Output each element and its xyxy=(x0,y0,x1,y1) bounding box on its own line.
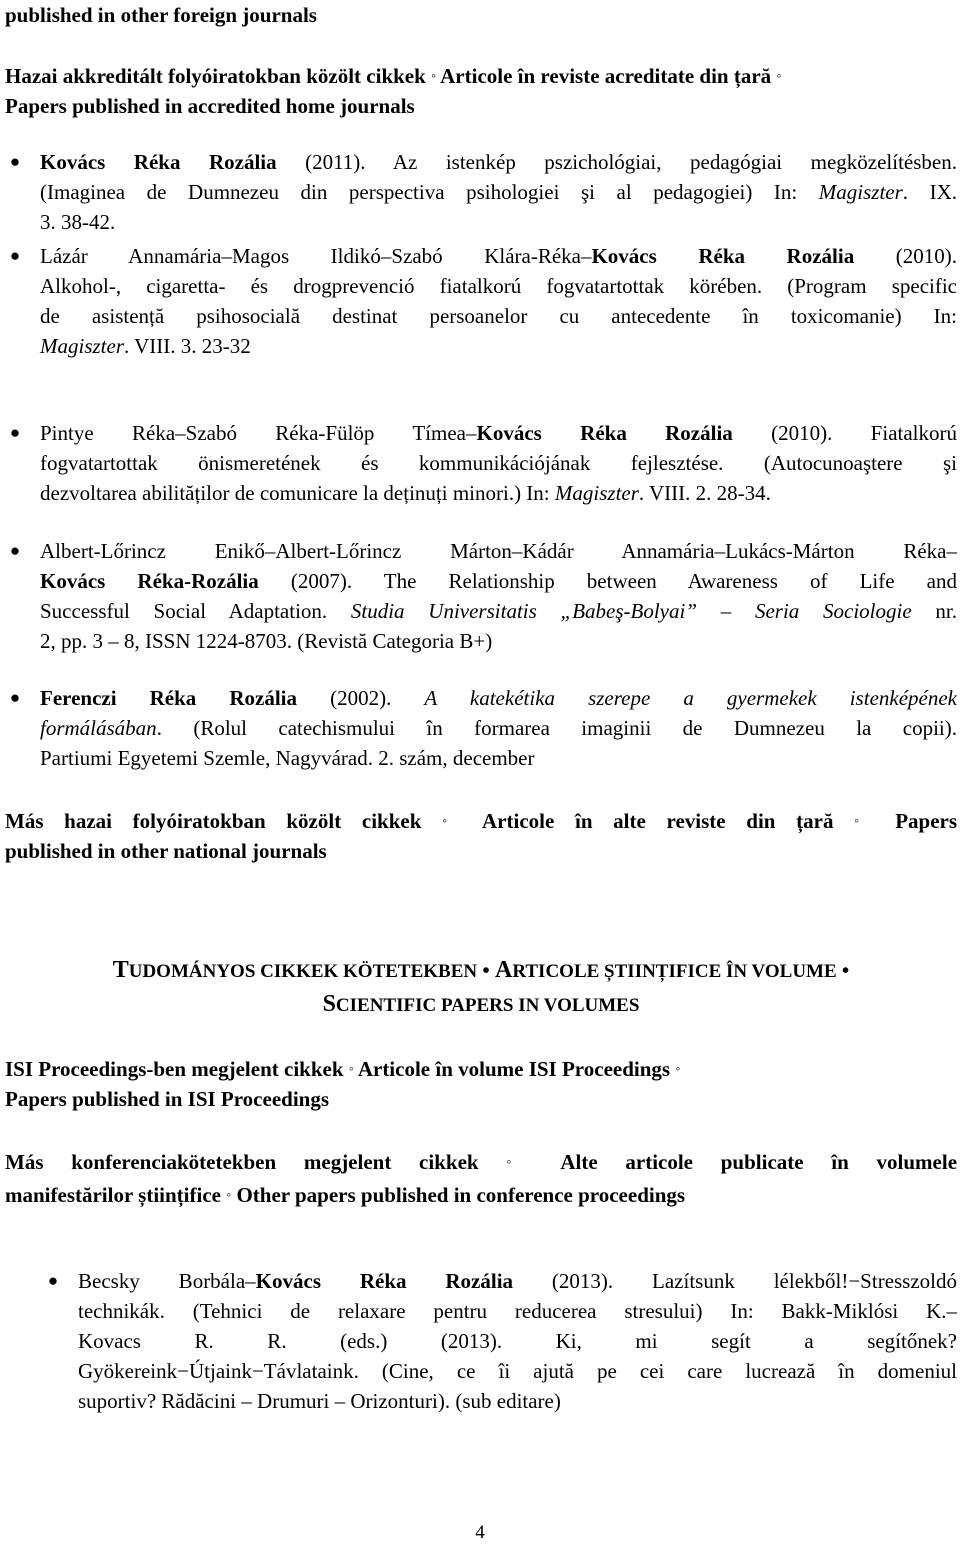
separator-icon: ◦ xyxy=(675,1062,681,1077)
section-heading-conference xyxy=(5,1147,957,1210)
bullet-icon: ● xyxy=(47,1271,59,1290)
heading-ro-cont: manifestărilor științifice xyxy=(5,1183,221,1207)
heading-hu: ISI Proceedings-ben megjelent cikkek xyxy=(5,1057,344,1081)
list-item: ● Becsky Borbála–Kovács Réka Rozália (2013). Lazítsunk lélekből!−Stresszoldó technikák. (Tehnici de relaxare pentru reducerea stresului) In: Bakk-Miklósi K.– Kovacs R. R. (eds.) (2013). Ki, mi segít a segítőnek? Gyökereink−Útjaink−Távlataink. (Cine, ce îi ajută pe cei care lucrează în domeniul suportiv? Rădăcini – Drumuri – Orizonturi). (sub editare) xyxy=(78,1266,957,1416)
heading-ro: Articole în reviste acreditate din țară xyxy=(440,64,772,88)
bullet-separator-icon: • xyxy=(841,958,850,982)
separator-icon: ◦ xyxy=(506,1155,534,1170)
section-heading-home-journals xyxy=(5,61,957,121)
bullet-icon: ● xyxy=(9,423,21,442)
bullet-separator-icon: • xyxy=(482,958,490,982)
heading-en: Other papers published in conference proceedings xyxy=(236,1183,686,1207)
heading-en-cont: published in other national journals xyxy=(5,839,327,863)
heading-hu: Más konferenciakötetekben megjelent cikkek xyxy=(5,1150,479,1174)
section-heading-isi xyxy=(5,1054,957,1114)
bullet-icon: ● xyxy=(9,246,21,265)
separator-icon: ◦ xyxy=(442,814,463,829)
heading-hu: Más hazai folyóiratokban közölt cikkek xyxy=(5,809,422,833)
list-item: ● Pintye Réka–Szabó Réka-Fülöp Tímea–Kovács Réka Rozália (2010). Fiatalkorú fogvatartottak önismeretének és kommunikációjának fejlesztése. (Autocunoaştere şi dezvoltarea abilităților de comunicare la deținuți minori.) In: Magiszter. VIII. 2. 28-34. xyxy=(40,418,957,508)
separator-icon: ◦ xyxy=(226,1188,232,1203)
separator-icon: ◦ xyxy=(431,69,437,84)
page-number: 4 xyxy=(475,1522,485,1543)
separator-icon: ◦ xyxy=(776,69,782,84)
heading-en: Papers published in ISI Proceedings xyxy=(5,1087,330,1111)
separator-icon: ◦ xyxy=(854,814,875,829)
heading-ro: Alte articole publicate în volumele xyxy=(560,1150,958,1174)
heading-ro: Articole în volume ISI Proceedings xyxy=(357,1057,671,1081)
volumes-title: TUDOMÁNYOS CIKKEK KÖTETEKBEN • ARTICOLE ȘTIINȚIFICE ÎN VOLUME • SCIENTIFIC PAPERS IN VOLUMES xyxy=(112,957,850,1017)
heading-hu: Hazai akkreditált folyóiratokban közölt cikkek xyxy=(5,64,426,88)
list-item: ● Ferenczi Réka Rozália (2002). A katekétika szerepe a gyermekek istenképének formálásában. (Rolul catechismului în formarea imaginii de Dumnezeu la copii). Partiumi Egyetemi Szemle, Nagyvárad. 2. szám, december xyxy=(40,683,957,773)
section-heading-tail: published in other foreign journals xyxy=(5,3,317,27)
heading-en: Papers published in accredited home journals xyxy=(5,94,415,118)
list-item: ● Lázár Annamária–Magos Ildikó–Szabó Klára-Réka–Kovács Réka Rozália (2010). Alkohol-, cigaretta- és drogprevenció fiatalkorú fogvatartottak körében. (Program specific de asistență psihosocială destinat persoanelor cu antecedente în toxicomanie) In: Magiszter. VIII. 3. 23-32 xyxy=(40,241,957,361)
heading-ro: Articole în alte reviste din țară xyxy=(482,809,834,833)
heading-en: Papers xyxy=(895,809,958,833)
list-item: ● Albert-Lőrincz Enikő–Albert-Lőrincz Márton–Kádár Annamária–Lukács-Márton Réka– Kovács Réka-Rozália (2007). The Relationship between Awareness of Life and Successful Social Adaptation. Studia Universitatis „Babeş-Bolyai” – Seria Sociologie nr. 2, pp. 3 – 8, ISSN 1224-8703. (Revistă Categoria B+) xyxy=(40,536,957,656)
bullet-icon: ● xyxy=(9,152,21,171)
section-heading-other-home xyxy=(5,806,957,866)
bullet-icon: ● xyxy=(9,688,21,707)
bullet-icon: ● xyxy=(9,541,21,560)
separator-icon: ◦ xyxy=(348,1062,354,1077)
list-item: ● Kovács Réka Rozália (2011). Az istenkép pszichológiai, pedagógiai megközelítésben. (Imaginea de Dumnezeu din perspectiva psihologiei şi al pedagogiei) In: Magiszter. IX. 3. 38-42. xyxy=(40,147,957,237)
